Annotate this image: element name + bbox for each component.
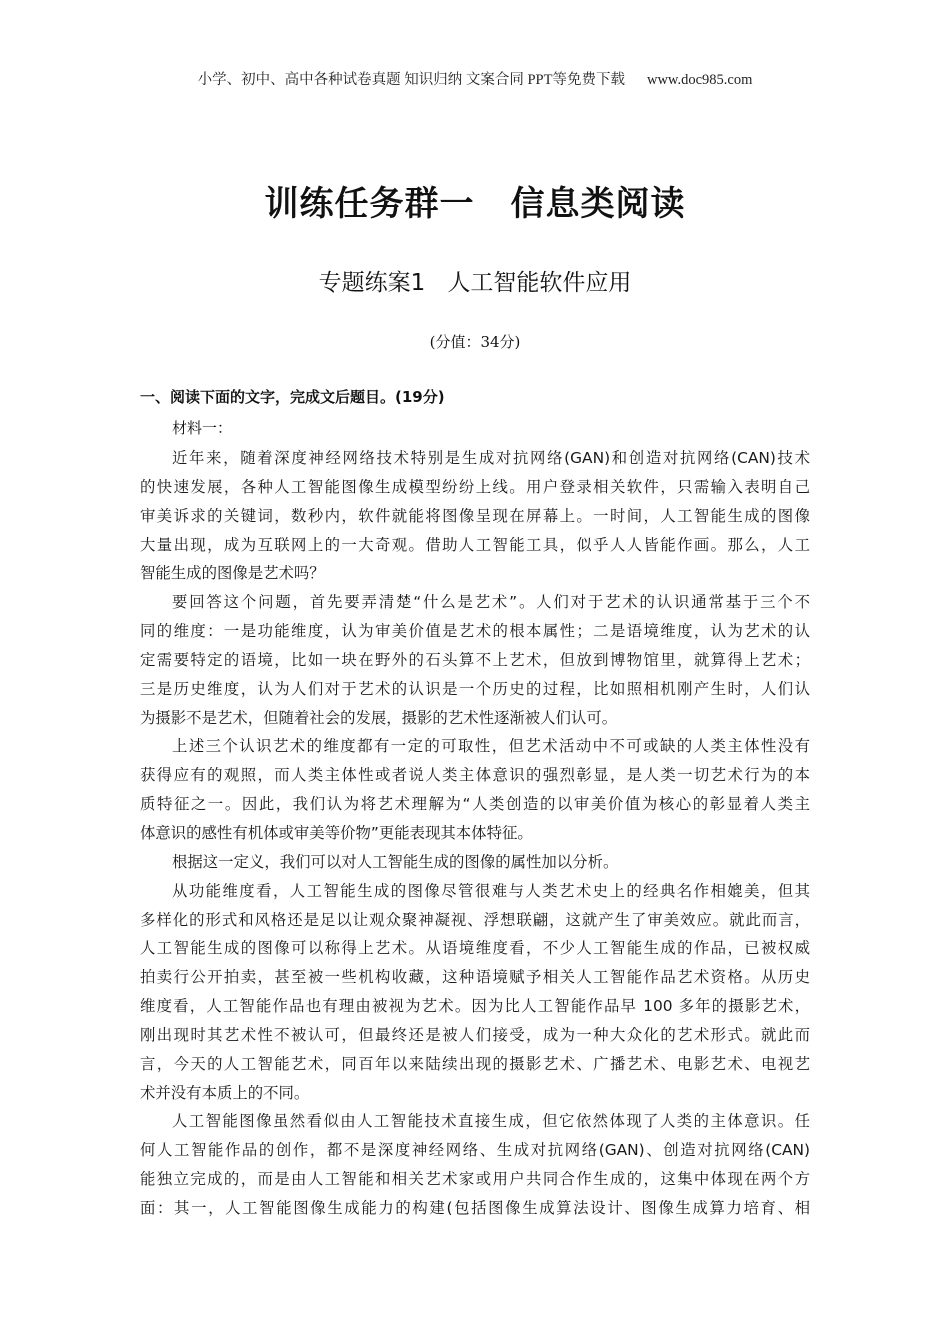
paragraph-line: 根据这一定义，我们可以对人工智能生成的图像的属性加以分析。 (172, 852, 619, 871)
paragraph-line: 审美诉求的关键词，数秒内，软件就能将图像呈现在屏幕上。一时间，人工智能生成的图像 (140, 506, 810, 525)
paragraph-line: 获得应有的观照，而人类主体性或者说人类主体意识的强烈彰显，是人类一切艺术行为的本 (140, 766, 810, 785)
header-text: 小学、初中、高中各种试卷真题 知识归纳 文案合同 PPT等免费下载 (197, 72, 625, 88)
subtitle-left: 专题练案1 (318, 270, 426, 296)
paragraph-line: 能独立完成的，而是由人工智能和相关艺术家或用户共同合作生成的，这集中体现在两个方 (140, 1170, 810, 1189)
paragraph-line: 大量出现，成为互联网上的一大奇观。借助人工智能工具，似乎人人皆能作画。那么，人工 (140, 535, 810, 554)
paragraph-line: 体意识的感性有机体或审美等价物”更能表现其本体特征。 (140, 823, 533, 842)
paragraph-line: 言，今天的人工智能艺术，同百年以来陆续出现的摄影艺术、广播艺术、电影艺术、电视艺 (140, 1054, 810, 1073)
title-left: 训练任务群一 (264, 184, 475, 224)
paragraph-line: 人工智能生成的图像可以称得上艺术。从语境维度看，不少人工智能生成的作品，已被权威 (140, 939, 810, 958)
paragraph-line: 拍卖行公开拍卖，甚至被一些机构收藏，这种语境赋予相关人工智能作品艺术资格。从历史 (140, 968, 810, 987)
paragraph-line: 刚出现时其艺术性不被认可，但最终还是被人们接受，成为一种大众化的艺术形式。就此而 (140, 1025, 810, 1044)
paragraph-line: 上述三个认识艺术的维度都有一定的可取性，但艺术活动中不可或缺的人类主体性没有 (172, 737, 810, 756)
page-subtitle (0, 264, 950, 297)
score-note: (分值：34分) (429, 333, 521, 351)
title-right: 信息类阅读 (510, 184, 686, 224)
material-label: 材料一： (172, 419, 233, 437)
page-title (0, 176, 950, 225)
paragraph-line: 人工智能图像虽然看似由人工智能技术直接生成，但它依然体现了人类的主体意识。任 (172, 1112, 810, 1131)
page-header (0, 68, 950, 89)
paragraph-line: 术并没有本质上的不同。 (140, 1083, 310, 1102)
paragraph-line: 面：其一，人工智能图像生成能力的构建(包括图像生成算法设计、图像生成算力培育、相 (140, 1198, 810, 1217)
paragraph-line: 质特征之一。因此，我们认为将艺术理解为“人类创造的以审美价值为核心的彰显着人类主 (140, 795, 810, 814)
paragraph-line: 定需要特定的语境，比如一块在野外的石头算不上艺术，但放到博物馆里，就算得上艺术； (140, 650, 810, 669)
article-body (140, 444, 810, 1223)
paragraph-line: 从功能维度看，人工智能生成的图像尽管很难与人类艺术史上的经典名作相媲美，但其 (172, 881, 810, 900)
header-site: www.doc985.com (646, 72, 753, 88)
paragraph-line: 同的维度：一是功能维度，认为审美价值是艺术的根本属性；二是语境维度，认为艺术的认 (140, 622, 810, 641)
section-heading: 一、阅读下面的文字，完成文后题目。(19分) (140, 388, 445, 406)
paragraph-line: 何人工智能作品的创作，都不是深度神经网络、生成对抗网络(GAN)、创造对抗网络(CAN) (140, 1141, 810, 1160)
paragraph-line: 多样化的形式和风格还是足以让观众聚神凝视、浮想联翩，这就产生了审美效应。就此而言， (140, 910, 810, 929)
paragraph-line: 为摄影不是艺术，但随着社会的发展，摄影的艺术性逐渐被人们认可。 (140, 708, 618, 727)
subtitle-right: 人工智能软件应用 (447, 270, 632, 296)
paragraph-line: 的快速发展，各种人工智能图像生成模型纷纷上线。用户登录相关软件，只需输入表明自己 (140, 477, 810, 496)
paragraph-line: 近年来，随着深度神经网络技术特别是生成对抗网络(GAN)和创造对抗网络(CAN)技术 (172, 449, 810, 467)
paragraph-line: 维度看，人工智能作品也有理由被视为艺术。因为比人工智能作品早 100 多年的摄影艺术， (140, 997, 810, 1016)
paragraph-line: 智能生成的图像是艺术吗？ (140, 564, 325, 583)
paragraph-line: 三是历史维度，认为人们对于艺术的认识是一个历史的过程，比如照相机刚产生时，人们认 (140, 679, 810, 698)
paragraph-line: 要回答这个问题，首先要弄清楚“什么是艺术”。人们对于艺术的认识通常基于三个不 (172, 593, 810, 612)
